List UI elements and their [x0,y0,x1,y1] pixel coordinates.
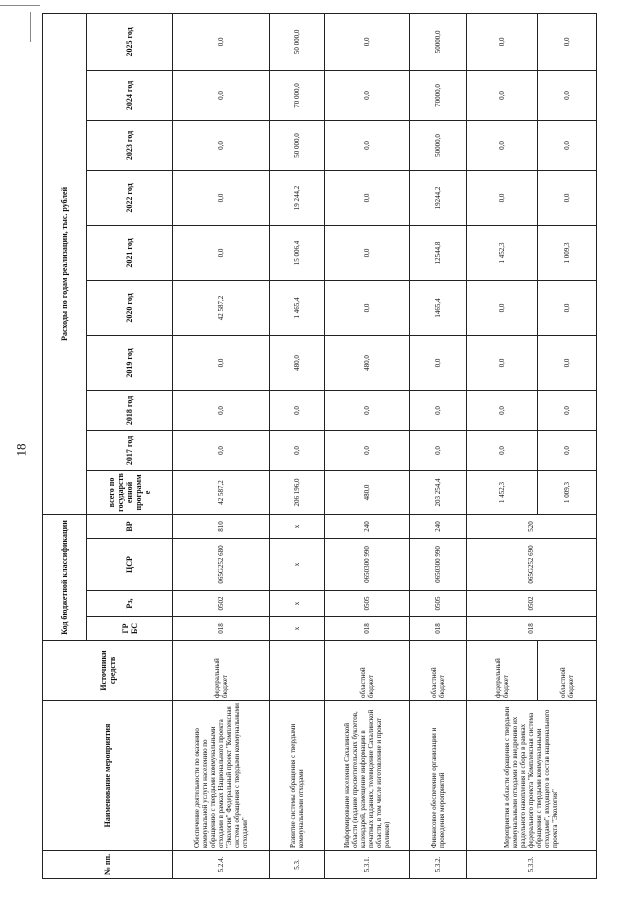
row-rz: 0502 [466,591,596,617]
table-row [324,13,410,878]
row-2021: 12544,8 [410,225,467,280]
row-grbs: 018 [173,617,270,641]
header-year-2020: 2020 год [87,280,173,335]
row-2018: 0,0 [324,390,410,430]
header-no: № пп. [43,851,173,879]
table-row [270,13,324,878]
row-2022: 0,0 [173,170,270,225]
header-expenses: Расходы по годам реализации, тыс. рублей [43,13,87,514]
header-year-2021: 2021 год [87,225,173,280]
table-row [466,13,537,878]
row-number: 5.3.3. [466,851,596,879]
row-2024: 0,0 [324,70,410,120]
row-total: 1 452,3 [466,470,537,514]
header-year-2024: 2024 год [87,70,173,120]
row-2024: 0,0 [466,70,537,120]
row-grbs: 018 [410,617,467,641]
row-number: 5.3.1. [324,851,410,879]
row-source: областной бюджет [410,641,467,701]
header-year-2017: 2017 год [87,430,173,470]
row-2017: 0,0 [324,430,410,470]
scan-edge-line [0,5,40,6]
row-2019: 480,0 [270,335,324,390]
row-2021: 1 009,3 [538,225,597,280]
row-csr: 0650300 990 [324,539,410,591]
row-2022: 19 244,2 [270,170,324,225]
row-source: федеральный бюджет [173,641,270,701]
row-2022: 0,0 [466,170,537,225]
row-2021: 0,0 [324,225,410,280]
page-number: 18 [13,443,29,457]
header-year-2018: 2018 год [87,390,173,430]
row-csr: 0650300 990 [410,539,467,591]
row-2024: 0,0 [173,70,270,120]
row-grbs: 018 [324,617,410,641]
row-grbs: x [270,617,324,641]
row-2025: 50000,0 [410,13,467,70]
row-2023: 0,0 [466,120,537,170]
row-name: Информирование населения Сахалинской области (издание просветительских буклетов, календарей, размещение информации в печатных изданиях, телевидение Сахалинской области, в том числе изготовление и прокат роликов) [324,701,410,851]
header-source: Источники средств [43,641,173,701]
row-2019: 0,0 [173,335,270,390]
row-2022: 19244,2 [410,170,467,225]
header-vr: ВР [87,514,173,538]
row-2020: 0,0 [466,280,537,335]
row-name: Развитие системы обращения с твердыми коммунальными отходами [270,701,324,851]
row-source: федеральный бюджет [466,641,537,701]
row-2020: 0,0 [324,280,410,335]
row-2019: 0,0 [466,335,537,390]
row-2020: 0,0 [538,280,597,335]
row-vr: 240 [410,514,467,538]
row-2018: 0,0 [466,390,537,430]
row-2024: 70 000,0 [270,70,324,120]
row-rz: 0502 [173,591,270,617]
header-rz: Рз, [87,591,173,617]
row-2023: 0,0 [538,120,597,170]
row-2023: 50000,0 [410,120,467,170]
row-2017: 0,0 [410,430,467,470]
row-2023: 0,0 [173,120,270,170]
row-2020: 1 465,4 [270,280,324,335]
header-budget-code: Код бюджетной классификации [43,514,87,640]
row-source: областной бюджет [538,641,597,701]
budget-table [42,13,597,879]
row-2020: 1465,4 [410,280,467,335]
row-2017: 0,0 [173,430,270,470]
row-2025: 0,0 [324,13,410,70]
row-vr: 810 [173,514,270,538]
row-name: Мероприятия в области обращения с твердыми коммунальными отходами по внедрению их раздельного накопления и сбора в рамках федерального проекта "Комплексная система обращения с твердыми коммунальными отходами", входящего в состав национального проекта "Экология" [466,701,596,851]
table-row [410,13,467,878]
row-2019: 480,0 [324,335,410,390]
row-rz: x [270,591,324,617]
row-total: 480,0 [324,470,410,514]
row-name: Обеспечение деятельности по оказанию коммунальной услуги населению по обращению с твердыми коммунальными отходами в рамках Национального проекта "Экология" Федеральный проект "Комплексная система обращения с твердыми коммунальными отходами" [173,701,270,851]
row-2019: 0,0 [410,335,467,390]
header-year-2025: 2025 год [87,13,173,70]
row-2022: 0,0 [538,170,597,225]
row-2019: 0,0 [538,335,597,390]
row-total: 203 254,4 [410,470,467,514]
row-2018: 0,0 [410,390,467,430]
row-2024: 70000,0 [410,70,467,120]
row-2025: 0,0 [173,13,270,70]
row-vr: x [270,514,324,538]
row-2021: 0,0 [173,225,270,280]
header-grbs: ГР БС [87,617,173,641]
row-source [270,641,324,701]
row-number: 5.2.4. [173,851,270,879]
header-year-2023: 2023 год [87,120,173,170]
row-vr: 520 [466,514,596,538]
row-2023: 0,0 [324,120,410,170]
row-2018: 0,0 [173,390,270,430]
row-total: 206 196,0 [270,470,324,514]
row-2017: 0,0 [466,430,537,470]
row-2018: 0,0 [538,390,597,430]
row-2023: 50 000,0 [270,120,324,170]
row-number: 5.3.2. [410,851,467,879]
row-total: 42 587,2 [173,470,270,514]
row-2020: 42 587,2 [173,280,270,335]
scan-edge-line [30,12,31,42]
header-name: Наименование мероприятия [43,701,173,851]
row-source: областной бюджет [324,641,410,701]
row-2017: 0,0 [270,430,324,470]
row-rz: 0505 [324,591,410,617]
row-csr: 065G252 680 [173,539,270,591]
header-total: всего по государственной программе [87,470,173,514]
rotated-table-wrapper [42,14,597,879]
row-rz: 0505 [410,591,467,617]
row-2025: 0,0 [538,13,597,70]
row-vr: 240 [324,514,410,538]
row-2018: 0,0 [270,390,324,430]
row-2024: 0,0 [538,70,597,120]
table-row [173,13,270,878]
row-2021: 15 006,4 [270,225,324,280]
header-year-2019: 2019 год [87,335,173,390]
row-2025: 50 000,0 [270,13,324,70]
row-2021: 1 452,3 [466,225,537,280]
row-name: Финансовое обеспечение организации и проведения мероприятий [410,701,467,851]
row-grbs: 018 [466,617,596,641]
header-csr: ЦСР [87,539,173,591]
row-csr: x [270,539,324,591]
row-number: 5.3. [270,851,324,879]
row-csr: 065G252 690 [466,539,596,591]
row-2022: 0,0 [324,170,410,225]
row-2025: 0,0 [466,13,537,70]
row-2017: 0,0 [538,430,597,470]
row-total: 1 009,3 [538,470,597,514]
header-year-2022: 2022 год [87,170,173,225]
